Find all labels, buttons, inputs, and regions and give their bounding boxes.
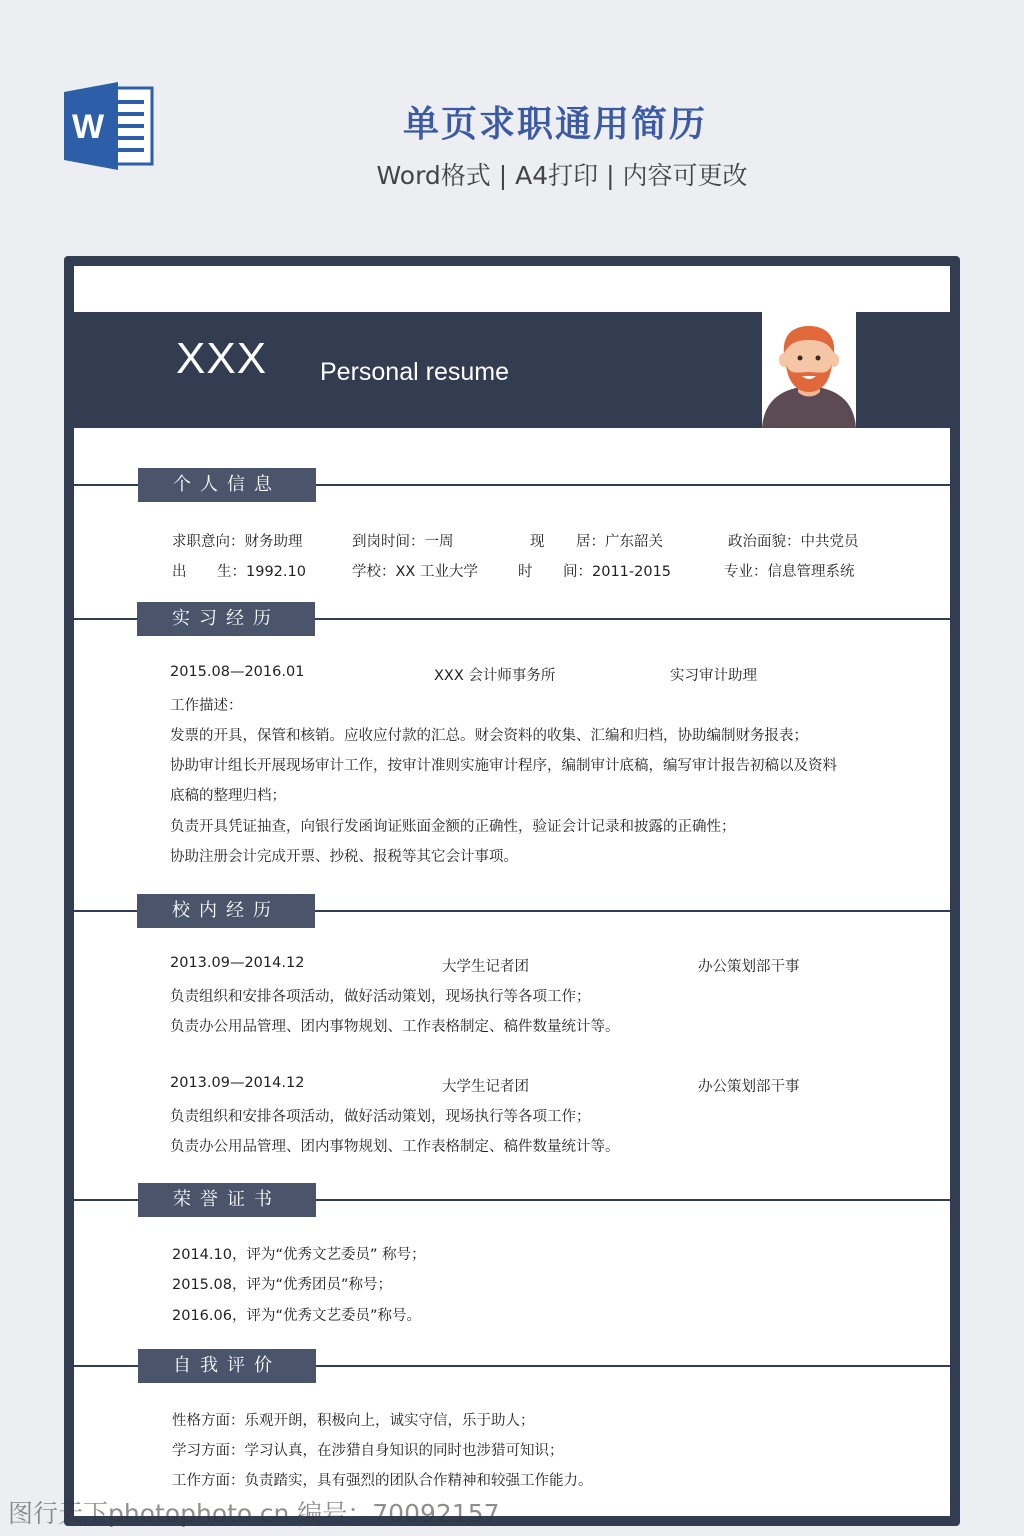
internship-position: 实习审计助理 — [670, 668, 757, 684]
page-subtitle: Word格式 | A4打印 | 内容可更改 — [376, 161, 748, 190]
honor-item: 2015.08，评为“优秀团员”称号； — [172, 1277, 392, 1293]
start-time: 到岗时间：一周 — [352, 534, 454, 550]
internship-line: 负责开具凭证抽查，向银行发函询证账面金额的正确性，验证会计记录和披露的正确性； — [170, 819, 736, 835]
period-label: 时 — [518, 564, 533, 580]
section-internship: 实习经历 — [137, 602, 315, 636]
page-title: 单页求职通用简历 — [402, 104, 707, 145]
campus-period: 2013.09—2014.12 — [170, 955, 305, 971]
campus-line: 负责组织和安排各项活动，做好活动策划，现场执行等各项工作； — [170, 1109, 591, 1125]
campus-role: 办公策划部干事 — [698, 959, 800, 975]
birth-label: 出 — [172, 564, 187, 580]
internship-line: 协助审计组长开展现场审计工作，按审计准则实施审计程序，编制审计底稿，编写审计报告初稿以及资料 — [170, 758, 837, 774]
internship-line: 协助注册会计完成开票、抄税、报税等其它会计事项。 — [170, 849, 518, 865]
internship-line: 底稿的整理归档； — [170, 788, 286, 804]
internship-line: 发票的开具，保管和核销。应收应付款的汇总。财会资料的收集、汇编和归档，协助编制财务报表； — [170, 728, 808, 744]
campus-period: 2013.09—2014.12 — [170, 1075, 305, 1091]
major: 专业：信息管理系统 — [724, 564, 855, 580]
campus-line: 负责办公用品管理、团内事物规划、工作表格制定、稿件数量统计等。 — [170, 1139, 620, 1155]
job-intention: 求职意向：财务助理 — [172, 534, 303, 550]
campus-line: 负责组织和安排各项活动，做好活动策划，现场执行等各项工作； — [170, 989, 591, 1005]
avatar-illustration — [762, 312, 856, 428]
internship-company: XXX 会计师事务所 — [434, 668, 556, 684]
section-campus: 校内经历 — [137, 894, 315, 928]
internship-line: 工作描述： — [170, 698, 243, 714]
self-evaluation-line: 学习方面：学习认真，在涉猎自身知识的同时也涉猎可知识； — [172, 1443, 564, 1459]
resume-paper — [74, 266, 950, 1516]
campus-org: 大学生记者团 — [442, 959, 529, 975]
section-honors: 荣誉证书 — [138, 1183, 316, 1217]
resume-subtitle: Personal resume — [320, 358, 509, 386]
campus-role: 办公策划部干事 — [698, 1079, 800, 1095]
residence-value: 居：广东韶关 — [576, 534, 663, 550]
campus-org: 大学生记者团 — [442, 1079, 529, 1095]
section-self-evaluation: 自我评价 — [138, 1349, 316, 1383]
period-value: 间：2011-2015 — [563, 564, 672, 580]
honor-item: 2016.06，评为“优秀文艺委员”称号。 — [172, 1308, 421, 1324]
word-icon-letter: W — [71, 108, 105, 146]
internship-period: 2015.08—2016.01 — [170, 664, 305, 680]
honor-item: 2014.10，评为“优秀文艺委员” 称号； — [172, 1247, 426, 1263]
campus-line: 负责办公用品管理、团内事物规划、工作表格制定、稿件数量统计等。 — [170, 1019, 620, 1035]
school: 学校：XX 工业大学 — [352, 564, 478, 580]
self-evaluation-line: 工作方面：负责踏实，具有强烈的团队合作精神和较强工作能力。 — [172, 1473, 593, 1489]
avatar — [762, 312, 856, 428]
birth-value: 生：1992.10 — [217, 564, 306, 580]
resume-name: XXX — [176, 334, 268, 383]
self-evaluation-line: 性格方面：乐观开朗，积极向上，诚实守信，乐于助人； — [172, 1413, 535, 1429]
section-personal-info: 个人信息 — [138, 468, 316, 502]
residence-label: 现 — [530, 534, 545, 550]
watermark: 图行天下photophoto.cn 编号：70092157 — [8, 1499, 500, 1528]
political-status: 政治面貌：中共党员 — [728, 534, 859, 550]
